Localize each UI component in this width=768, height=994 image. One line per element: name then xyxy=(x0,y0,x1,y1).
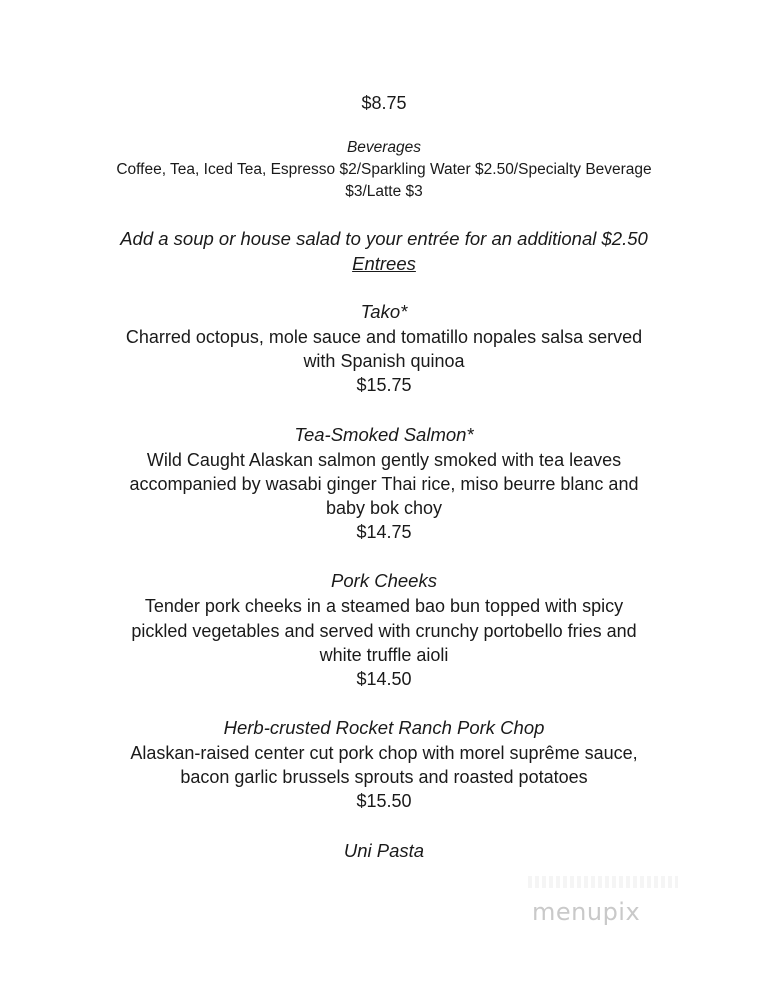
entree-price: $15.50 xyxy=(356,791,412,811)
entree-name: Herb-crusted Rocket Ranch Pork Chop xyxy=(223,717,545,738)
menupix-watermark: menupix xyxy=(532,898,641,926)
entree-price: $15.75 xyxy=(356,375,412,395)
entree-desc: bacon garlic brussels sprouts and roasted potatoes xyxy=(180,767,588,787)
addon-note: Add a soup or house salad to your entrée for an additional $2.50 xyxy=(120,228,648,249)
entree-name: Uni Pasta xyxy=(343,840,425,861)
entree-desc: pickled vegetables and served with crunchy portobello fries and xyxy=(131,621,637,641)
beverages-line-2: $3/Latte $3 xyxy=(345,183,423,200)
entree-desc: Wild Caught Alaskan salmon gently smoked with tea leaves xyxy=(146,450,622,470)
watermark-faint-text xyxy=(528,876,678,888)
entree-name: Tea-Smoked Salmon* xyxy=(294,424,474,445)
entree-desc: accompanied by wasabi ginger Thai rice, miso beurre blanc and xyxy=(129,474,639,494)
section-title-entrees: Entrees xyxy=(352,253,416,274)
entree-desc: Alaskan-raised center cut pork chop with morel suprême sauce, xyxy=(130,743,638,763)
beverages-title: Beverages xyxy=(346,139,422,156)
entree-price: $14.50 xyxy=(356,669,412,689)
entree-price: $14.75 xyxy=(356,522,412,542)
beverages-line-1: Coffee, Tea, Iced Tea, Espresso $2/Sparkling Water $2.50/Specialty Beverage xyxy=(116,161,652,178)
entree-name: Tako* xyxy=(360,301,408,322)
entree-desc: Charred octopus, mole sauce and tomatillo nopales salsa served xyxy=(125,327,643,347)
entree-desc: baby bok choy xyxy=(325,498,443,518)
entree-desc: white truffle aioli xyxy=(319,645,449,665)
top-price: $8.75 xyxy=(361,93,407,113)
entree-name: Pork Cheeks xyxy=(331,570,437,591)
entree-desc: with Spanish quinoa xyxy=(303,351,465,371)
entree-desc: Tender pork cheeks in a steamed bao bun topped with spicy xyxy=(144,596,624,616)
